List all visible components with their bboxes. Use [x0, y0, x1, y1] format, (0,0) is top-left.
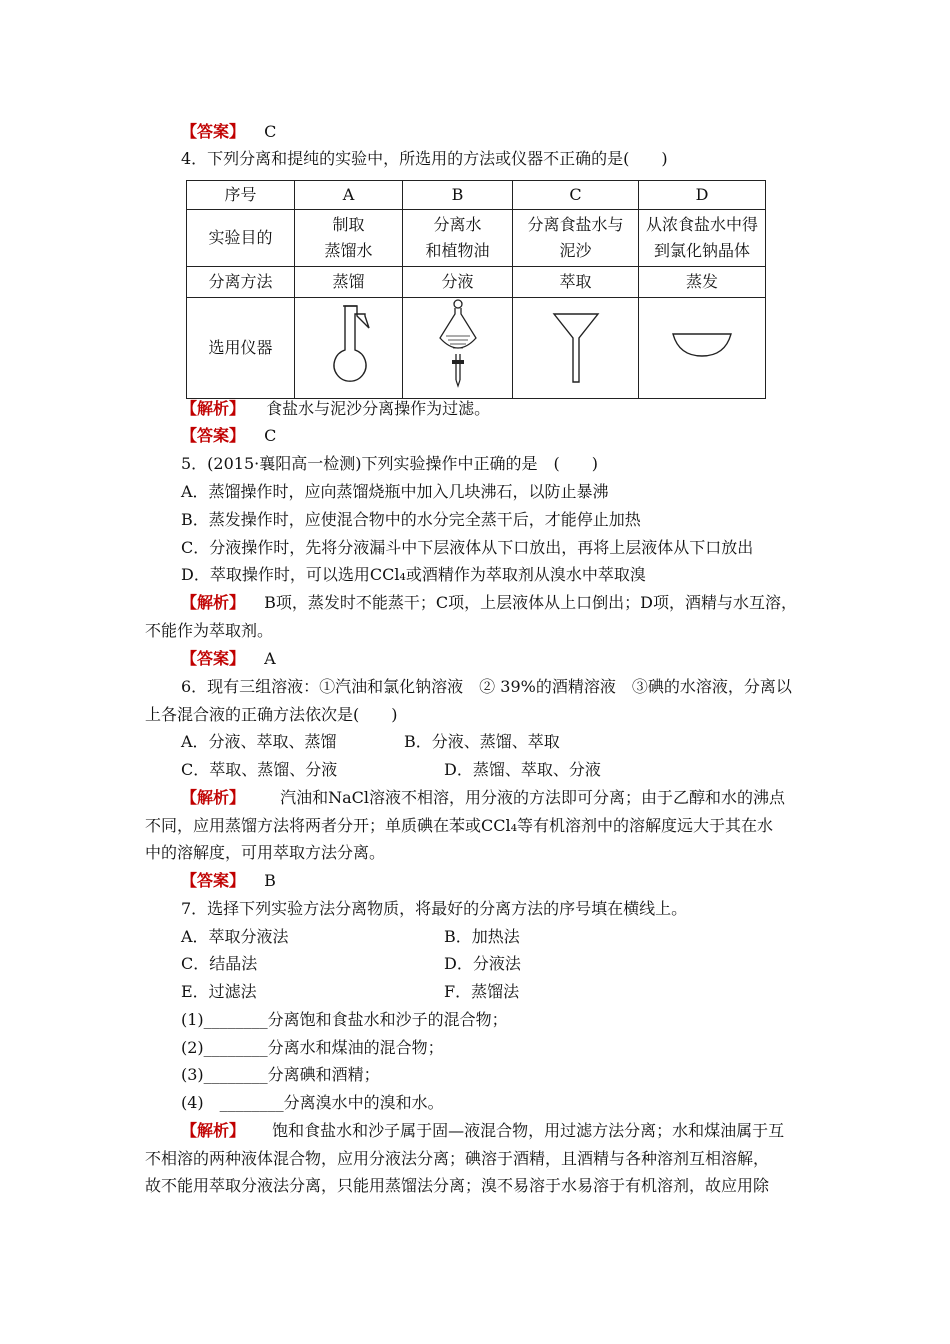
q7-option-d: D．分液法 [444, 954, 521, 973]
q5-answer: A [264, 649, 276, 668]
header-cell: C [513, 181, 639, 210]
q7-option-a: A．萃取分液法 [181, 927, 289, 946]
answer-tag: 【答案】 [181, 426, 246, 445]
table-header-row [187, 181, 766, 210]
instrument-cell [295, 298, 403, 399]
q7-stem: 7．选择下列实验方法分离物质，将最好的分离方法的序号填在横线上。 [181, 899, 688, 918]
q5-option-d: D．萃取操作时，可以选用CCl₄或酒精作为萃取剂从溴水中萃取溴 [181, 565, 646, 584]
q7-analysis-line [181, 1120, 784, 1142]
purpose-label: 实验目的 [187, 210, 295, 267]
q6-analysis-1: 汽油和NaCl溶液不相溶，用分液的方法即可分离；由于乙醇和水的沸点 [280, 788, 786, 807]
q7-blank-2: (2)________分离水和煤油的混合物； [181, 1038, 444, 1057]
q5-answer-line [181, 648, 276, 670]
q7-analysis-3: 故不能用萃取分液法分离，只能用蒸馏法分离；溴不易溶于水易溶于有机溶剂，故应用除 [145, 1176, 770, 1195]
answer-tag: 【答案】 [181, 871, 246, 890]
q3-answer-line [181, 121, 276, 143]
q7-blank-4: (4) ________分离溴水中的溴和水。 [181, 1093, 444, 1112]
separatory-funnel-icon [436, 298, 480, 390]
analysis-tag: 【解析】 [181, 788, 246, 807]
q6-option-c: C．萃取、蒸馏、分液 [181, 760, 338, 779]
q6-stem-2: 上各混合液的正确方法依次是( ) [145, 705, 398, 724]
q6-option-b: B．分液、蒸馏、萃取 [404, 732, 560, 751]
q4-table [186, 180, 766, 399]
distillation-flask-icon [319, 300, 379, 388]
instrument-label: 选用仪器 [187, 298, 295, 399]
q4-answer: C [264, 426, 277, 445]
q4-analysis-line [181, 398, 490, 420]
table-row-purpose [187, 210, 766, 267]
answer-tag: 【答案】 [181, 122, 246, 141]
q6-analysis-3: 中的溶解度，可用萃取方法分离。 [145, 843, 386, 862]
instrument-cell [639, 298, 766, 399]
q5-option-a: A．蒸馏操作时，应向蒸馏烧瓶中加入几块沸石，以防止暴沸 [181, 482, 609, 501]
q6-analysis-line [181, 787, 785, 809]
q7-option-c: C．结晶法 [181, 954, 258, 973]
method-cell: 分液 [403, 267, 513, 298]
q7-analysis-2: 不相溶的两种液体混合物，应用分液法分离；碘溶于酒精，且酒精与各种溶剂互相溶解， [145, 1149, 770, 1168]
analysis-tag: 【解析】 [181, 399, 246, 418]
q5-option-b: B．蒸发操作时，应使混合物中的水分完全蒸干后，才能停止加热 [181, 510, 641, 529]
evaporating-dish-icon [669, 324, 735, 364]
q4-stem: 4．下列分离和提纯的实验中，所选用的方法或仪器不正确的是( ) [181, 149, 668, 168]
table-row-method [187, 267, 766, 298]
method-cell: 萃取 [513, 267, 639, 298]
q7-option-b: B．加热法 [444, 927, 520, 946]
purpose-cell: 制取 蒸馏水 [295, 210, 403, 267]
purpose-cell: 分离食盐水与 泥沙 [513, 210, 639, 267]
funnel-icon [551, 302, 601, 386]
q5-option-c: C．分液操作时，先将分液漏斗中下层液体从下口放出，再将上层液体从下口放出 [181, 538, 754, 557]
q6-analysis-2: 不同，应用蒸馏方法将两者分开；单质碘在苯或CCl₄等有机溶剂中的溶解度远大于其在水 [145, 816, 774, 835]
q4-analysis: 食盐水与泥沙分离操作为过滤。 [266, 399, 491, 418]
q3-answer: C [264, 122, 277, 141]
q5-analysis-line [181, 592, 797, 614]
q5-analysis-1: B项，蒸发时不能蒸干；C项，上层液体从上口倒出；D项，酒精与水互溶， [264, 593, 797, 612]
q6-answer: B [264, 871, 276, 890]
instrument-cell [403, 298, 513, 399]
q5-stem: 5．(2015·襄阳高一检测)下列实验操作中正确的是 ( ) [181, 454, 598, 473]
q6-answer-line [181, 870, 276, 892]
analysis-tag: 【解析】 [181, 1121, 246, 1140]
q6-option-d: D．蒸馏、萃取、分液 [444, 760, 601, 779]
q4-answer-line [181, 425, 276, 447]
method-cell: 蒸馏 [295, 267, 403, 298]
table-row-instrument [187, 298, 766, 399]
answer-tag: 【答案】 [181, 649, 246, 668]
q5-analysis-2: 不能作为萃取剂。 [145, 621, 274, 640]
header-cell: B [403, 181, 513, 210]
q7-analysis-1: 饱和食盐水和沙子属于固—液混合物，用过滤方法分离；水和煤油属于互 [272, 1121, 785, 1140]
analysis-tag: 【解析】 [181, 593, 246, 612]
purpose-cell: 分离水 和植物油 [403, 210, 513, 267]
instrument-cell [513, 298, 639, 399]
method-cell: 蒸发 [639, 267, 766, 298]
q6-option-a: A．分液、萃取、蒸馏 [181, 732, 337, 751]
method-label: 分离方法 [187, 267, 295, 298]
header-cell: D [639, 181, 766, 210]
q7-option-f: F．蒸馏法 [444, 982, 520, 1001]
q7-option-e: E．过滤法 [181, 982, 257, 1001]
header-cell: 序号 [187, 181, 295, 210]
header-cell: A [295, 181, 403, 210]
q7-blank-1: (1)________分离饱和食盐水和沙子的混合物； [181, 1010, 508, 1029]
purpose-cell: 从浓食盐水中得 到氯化钠晶体 [639, 210, 766, 267]
q6-stem-1: 6．现有三组溶液：①汽油和氯化钠溶液 ② 39%的酒精溶液 ③碘的水溶液，分离以 [181, 677, 792, 696]
q7-blank-3: (3)________分离碘和酒精； [181, 1065, 380, 1084]
